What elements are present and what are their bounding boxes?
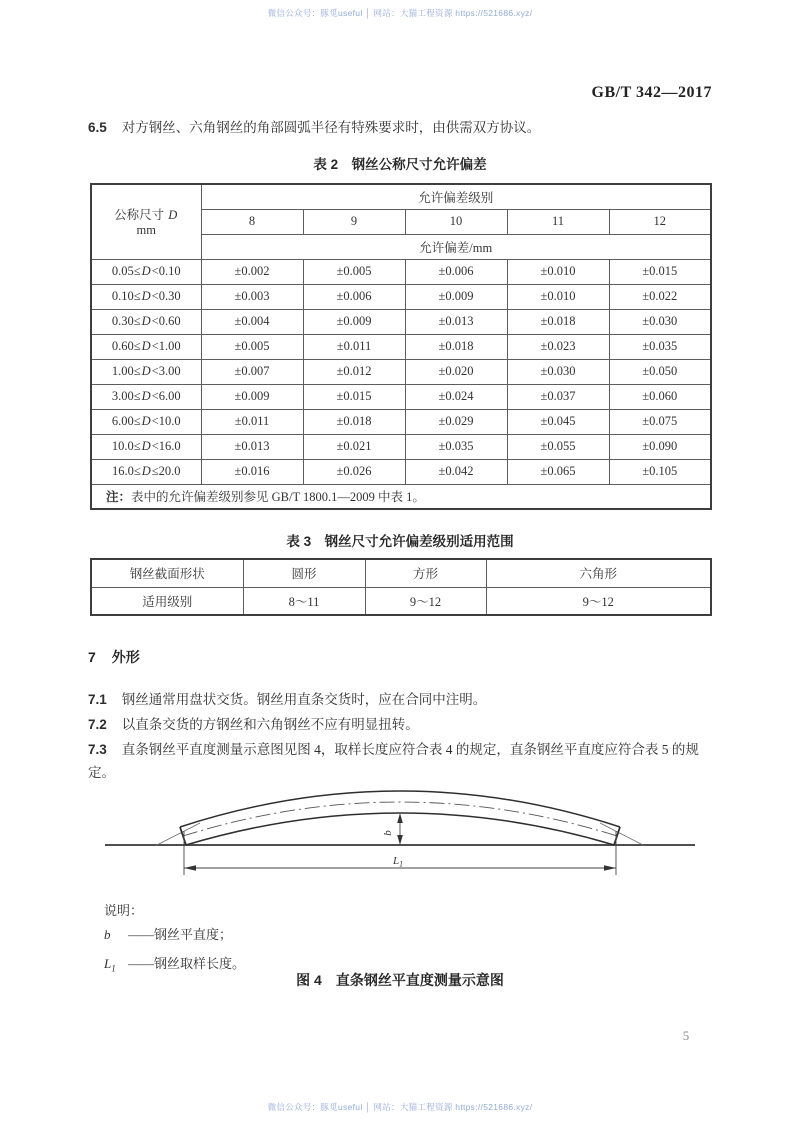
- tolerance-cell: ±0.006: [405, 259, 507, 284]
- shape-cell: 方形: [365, 559, 486, 587]
- tolerance-cell: ±0.006: [303, 284, 405, 309]
- level-header: 11: [507, 209, 609, 234]
- tolerance-cell: ±0.050: [609, 359, 711, 384]
- figure-legend: [104, 899, 245, 980]
- shape-cell: 圆形: [243, 559, 365, 587]
- bottom-watermark: 微信公众号：豚觅useful │ 网站：大猫工程资源 https://521686.xyz/: [267, 1102, 533, 1112]
- tolerance-cell: ±0.035: [609, 334, 711, 359]
- tolerance-cell: ±0.016: [201, 459, 303, 484]
- l1-arrow-right: [604, 865, 616, 871]
- tolerance-cell: ±0.013: [405, 309, 507, 334]
- tolerance-cell: ±0.045: [507, 409, 609, 434]
- level-header: 10: [405, 209, 507, 234]
- tolerance-cell: ±0.024: [405, 384, 507, 409]
- table-row: [91, 259, 711, 284]
- tolerance-cell: ±0.030: [609, 309, 711, 334]
- level-header: 12: [609, 209, 711, 234]
- tolerance-cell: ±0.011: [303, 334, 405, 359]
- table-row: [91, 559, 711, 587]
- b-arrow-head-top: [397, 813, 403, 823]
- tolerance-cell: ±0.009: [201, 384, 303, 409]
- tolerance-cell: ±0.010: [507, 259, 609, 284]
- tolerance-cell: ±0.022: [609, 284, 711, 309]
- tolerance-cell: ±0.035: [405, 434, 507, 459]
- table-row: [91, 359, 711, 384]
- tolerance-cell: ±0.010: [507, 284, 609, 309]
- legend-item: b ——钢丝平直度；: [104, 927, 233, 942]
- table-3-title: 表 3 钢丝尺寸允许偏差级别适用范围: [286, 534, 514, 549]
- level-cell: 8～11: [243, 587, 365, 615]
- straightness-diagram: [100, 775, 700, 880]
- nominal-size-header: 公称尺寸 D mm: [91, 184, 201, 259]
- legend-title: 说明：: [104, 903, 144, 918]
- tolerance-cell: ±0.020: [405, 359, 507, 384]
- table-2: [90, 183, 712, 510]
- clause-7-3: 7.3 直条钢丝平直度测量示意图见图 4，取样长度应符合表 4 的规定，直条钢丝平直度应符合表 5 的规定。: [88, 742, 699, 780]
- level-cell: 9～12: [365, 587, 486, 615]
- table-row: [91, 184, 711, 209]
- table-row: [91, 409, 711, 434]
- size-range: 16.0≤D≤20.0: [91, 459, 201, 484]
- tolerance-level-header: 允许偏差级别: [201, 184, 711, 209]
- tolerance-cell: ±0.007: [201, 359, 303, 384]
- section-7-heading: 7 外形: [88, 649, 140, 665]
- clause-number: 6.5: [88, 120, 107, 135]
- tolerance-cell: ±0.029: [405, 409, 507, 434]
- tolerance-cell: ±0.011: [201, 409, 303, 434]
- figure-4-diagram: [100, 775, 700, 880]
- size-range: 3.00≤D<6.00: [91, 384, 201, 409]
- tolerance-cell: ±0.105: [609, 459, 711, 484]
- table-row: [91, 384, 711, 409]
- level-header: 9: [303, 209, 405, 234]
- tolerance-cell: ±0.021: [303, 434, 405, 459]
- tolerance-cell: ±0.060: [609, 384, 711, 409]
- table-row: [91, 334, 711, 359]
- level-row-header: 适用级别: [91, 587, 243, 615]
- table-row: [91, 459, 711, 484]
- size-range: 0.30≤D<0.60: [91, 309, 201, 334]
- size-range: 10.0≤D<16.0: [91, 434, 201, 459]
- tolerance-cell: ±0.002: [201, 259, 303, 284]
- tolerance-cell: ±0.026: [303, 459, 405, 484]
- tolerance-cell: ±0.023: [507, 334, 609, 359]
- tolerance-cell: ±0.037: [507, 384, 609, 409]
- figure-4-caption: 图 4 直条钢丝平直度测量示意图: [296, 972, 504, 988]
- page-number: 5: [682, 1028, 690, 1043]
- tolerance-cell: ±0.018: [303, 409, 405, 434]
- tolerance-cell: ±0.009: [303, 309, 405, 334]
- top-watermark: 微信公众号：豚觅useful │ 网站：大猫工程资源 https://521686.xyz/: [267, 8, 533, 18]
- tolerance-cell: ±0.015: [303, 384, 405, 409]
- b-arrow-head-bottom: [397, 835, 403, 845]
- size-range: 0.60≤D<1.00: [91, 334, 201, 359]
- legend-item: $L_1$ ——钢丝取样长度。: [104, 955, 246, 974]
- size-range: 0.05≤D<0.10: [91, 259, 201, 284]
- d-symbol: D: [168, 208, 178, 223]
- tolerance-cell: ±0.004: [201, 309, 303, 334]
- l1-label: $L_1$: [392, 855, 404, 869]
- size-range: 6.00≤D<10.0: [91, 409, 201, 434]
- tolerance-cell: ±0.009: [405, 284, 507, 309]
- tolerance-cell: ±0.003: [201, 284, 303, 309]
- tolerance-cell: ±0.013: [201, 434, 303, 459]
- table-row: [91, 434, 711, 459]
- tolerance-cell: ±0.055: [507, 434, 609, 459]
- table-row: [91, 587, 711, 615]
- doc-number: GB/T 342—2017: [591, 84, 712, 101]
- level-cell: 9～12: [486, 587, 711, 615]
- table-note: 注：表中的允许偏差级别参见 GB/T 1800.1—2009 中表 1。: [91, 484, 711, 509]
- size-range: 0.10≤D<0.30: [91, 284, 201, 309]
- tolerance-cell: ±0.005: [303, 259, 405, 284]
- shape-header: 钢丝截面形状: [91, 559, 243, 587]
- clause-text: 对方钢丝、六角钢丝的角部圆弧半径有特殊要求时，由供需双方协议。: [121, 120, 541, 135]
- tolerance-cell: ±0.042: [405, 459, 507, 484]
- l1-arrow-left: [184, 865, 196, 871]
- unit-header: 允许偏差/mm: [201, 234, 711, 259]
- tolerance-cell: ±0.018: [405, 334, 507, 359]
- size-range: 1.00≤D<3.00: [91, 359, 201, 384]
- tolerance-cell: ±0.075: [609, 409, 711, 434]
- b-label: b: [382, 830, 394, 836]
- clause-7-1: 7.1 钢丝通常用盘状交货。钢丝用直条交货时，应在合同中注明。: [88, 692, 487, 707]
- tolerance-cell: ±0.005: [201, 334, 303, 359]
- tolerance-cell: ±0.090: [609, 434, 711, 459]
- clause-7-2: 7.2 以直条交货的方钢丝和六角钢丝不应有明显扭转。: [88, 717, 419, 732]
- table-row: [91, 309, 711, 334]
- shape-cell: 六角形: [486, 559, 711, 587]
- wire-right-endcap: [614, 827, 620, 845]
- tolerance-cell: ±0.030: [507, 359, 609, 384]
- level-header: 8: [201, 209, 303, 234]
- tolerance-cell: ±0.015: [609, 259, 711, 284]
- table-3: [90, 558, 712, 616]
- tolerance-cell: ±0.012: [303, 359, 405, 384]
- table-row: [91, 284, 711, 309]
- tolerance-cell: ±0.018: [507, 309, 609, 334]
- clause-6-5: [88, 116, 716, 139]
- tolerance-cell: ±0.065: [507, 459, 609, 484]
- table-2-title: 表 2 钢丝公称尺寸允许偏差: [313, 157, 487, 172]
- table-row: [91, 484, 711, 509]
